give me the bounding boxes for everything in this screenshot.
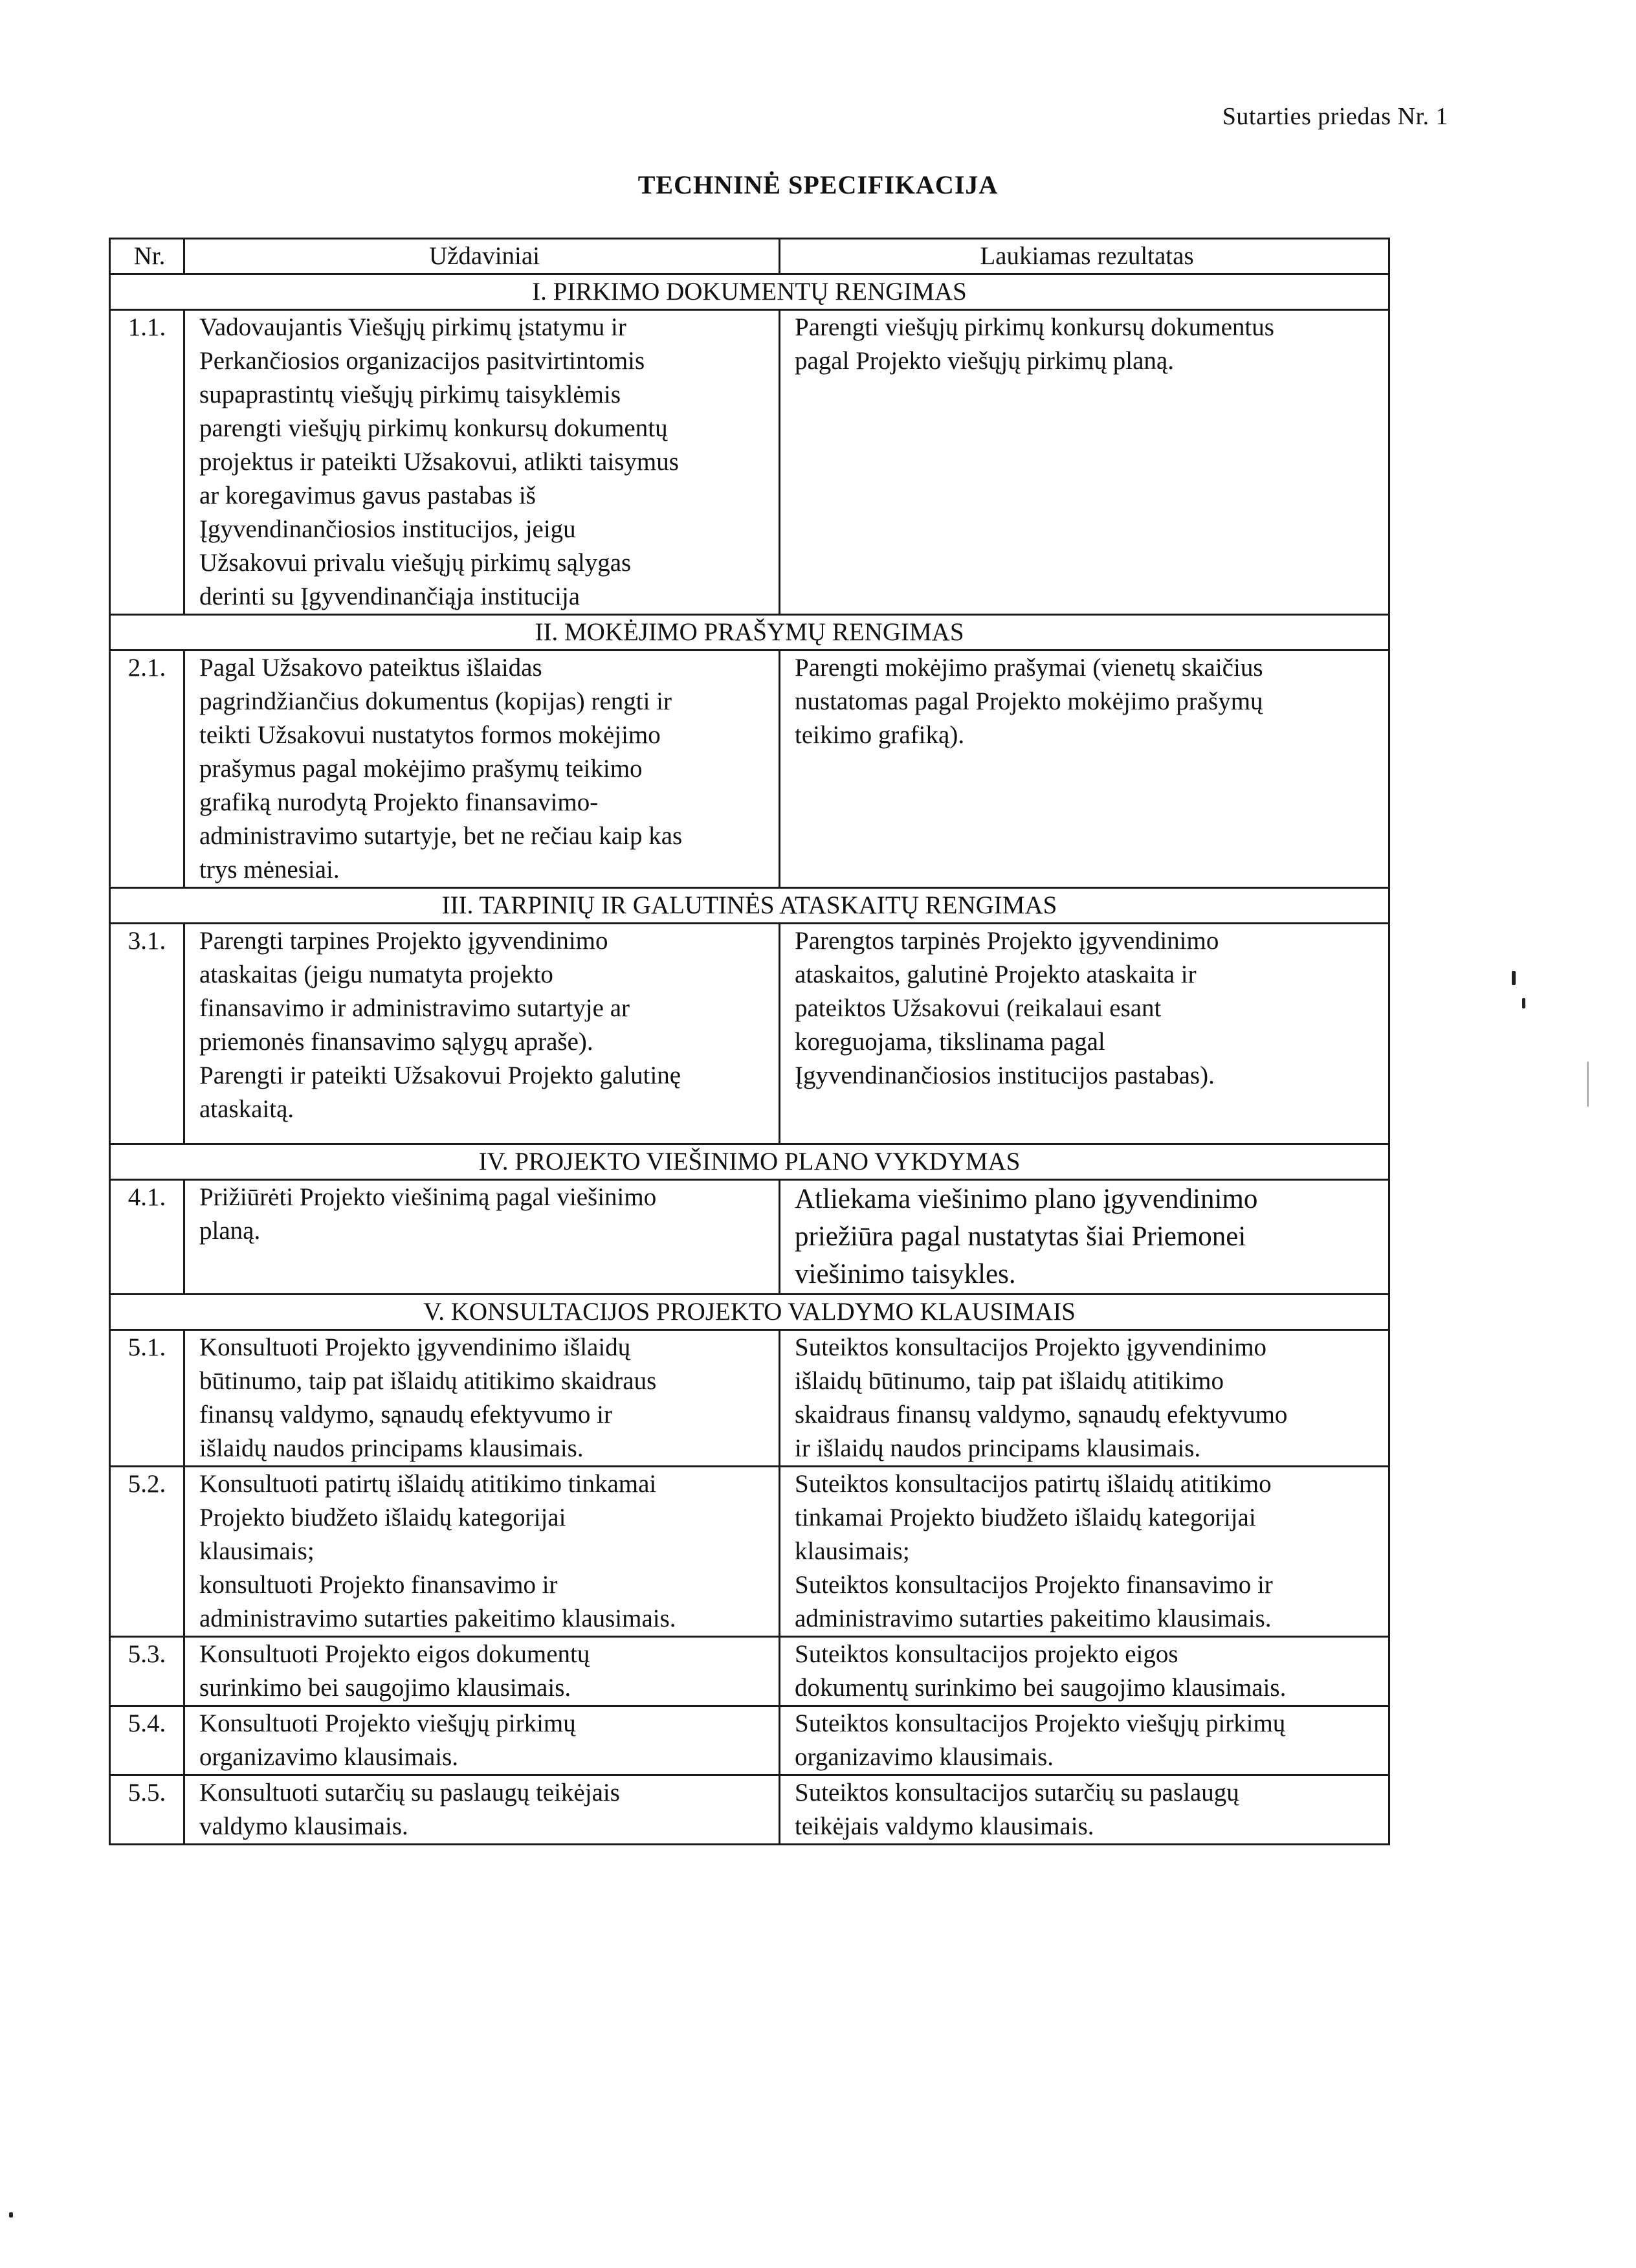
row-number: 5.2. bbox=[110, 1467, 184, 1637]
row-number: 5.4. bbox=[110, 1706, 184, 1775]
task-cell: Vadovaujantis Viešųjų pirkimų įstatymu ir Perkančiosios organizacijos pasitvirtintomis supaprastintų viešųjų pirkimų taisyklėmis parengti viešųjų pirkimų konkursų dokumentų projektus ir pateikti Užsakovui, atlikti taisymus ar koregavimus gavus pastabas iš Įgyvendinančiosios institucijos, jeigu Užsakovui privalu viešųjų pirkimų sąlygas derinti su Įgyvendinančiąja institucija bbox=[184, 310, 780, 615]
row-number: 3.1. bbox=[110, 924, 184, 1144]
table-row bbox=[110, 1180, 1389, 1295]
scan-speck bbox=[1522, 998, 1525, 1008]
section-title: III. TARPINIŲ IR GALUTINĖS ATASKAITŲ RENGIMAS bbox=[110, 888, 1389, 924]
section-title: I. PIRKIMO DOKUMENTŲ RENGIMAS bbox=[110, 274, 1389, 310]
task-cell: Pagal Užsakovo pateiktus išlaidas pagrindžiančius dokumentus (kopijas) rengti ir teikti Užsakovui nustatytos formos mokėjimo prašymus pagal mokėjimo prašymų teikimo grafiką nurodytą Projekto finansavimo- administravimo sutartyje, bet ne rečiau kaip kas trys mėnesiai. bbox=[184, 650, 780, 888]
result-cell: Parengti viešųjų pirkimų konkursų dokumentus pagal Projekto viešųjų pirkimų planą. bbox=[780, 310, 1389, 615]
annex-label: Sutarties priedas Nr. 1 bbox=[1222, 103, 1448, 130]
task-cell: Konsultuoti patirtų išlaidų atitikimo tinkamai Projekto biudžeto išlaidų kategorijai klausimais; konsultuoti Projekto finansavimo ir administravimo sutarties pakeitimo klausimais. bbox=[184, 1467, 780, 1637]
result-cell: Suteiktos konsultacijos Projekto viešųjų pirkimų organizavimo klausimais. bbox=[780, 1706, 1389, 1775]
result-cell: Suteiktos konsultacijos projekto eigos dokumentų surinkimo bei saugojimo klausimais. bbox=[780, 1637, 1389, 1706]
column-header-result: Laukiamas rezultatas bbox=[780, 239, 1389, 274]
task-cell: Prižiūrėti Projekto viešinimą pagal viešinimo planą. bbox=[184, 1180, 780, 1295]
specification-table bbox=[109, 238, 1390, 1845]
column-header-nr: Nr. bbox=[110, 239, 184, 274]
row-number: 5.1. bbox=[110, 1330, 184, 1467]
result-cell: Parengtos tarpinės Projekto įgyvendinimo ataskaitos, galutinė Projekto ataskaita ir pateiktos Užsakovui (reikalaui esant koreguojama, tikslinama pagal Įgyvendinančiosios institucijos pastabas). bbox=[780, 924, 1389, 1144]
section-title: II. MOKĖJIMO PRAŠYMŲ RENGIMAS bbox=[110, 615, 1389, 650]
result-cell: Parengti mokėjimo prašymai (vienetų skaičius nustatomas pagal Projekto mokėjimo prašymų teikimo grafiką). bbox=[780, 650, 1389, 888]
scan-speck bbox=[1512, 971, 1516, 985]
scan-speck bbox=[9, 2212, 13, 2218]
scan-speck bbox=[1587, 1062, 1589, 1107]
table-header-row bbox=[110, 239, 1389, 274]
task-cell: Konsultuoti Projekto įgyvendinimo išlaidų būtinumo, taip pat išlaidų atitikimo skaidraus finansų valdymo, sąnaudų efektyvumo ir išlaidų naudos principams klausimais. bbox=[184, 1330, 780, 1467]
row-number: 5.5. bbox=[110, 1775, 184, 1845]
section-row bbox=[110, 888, 1389, 924]
row-number: 4.1. bbox=[110, 1180, 184, 1295]
row-number: 1.1. bbox=[110, 310, 184, 615]
section-title: V. KONSULTACIJOS PROJEKTO VALDYMO KLAUSIMAIS bbox=[110, 1295, 1389, 1330]
result-cell: Suteiktos konsultacijos patirtų išlaidų atitikimo tinkamai Projekto biudžeto išlaidų kategorijai klausimais; Suteiktos konsultacijos Projekto finansavimo ir administravimo sutarties pakeitimo klausimais. bbox=[780, 1467, 1389, 1637]
table-row bbox=[110, 1637, 1389, 1706]
task-cell: Konsultuoti sutarčių su paslaugų teikėjais valdymo klausimais. bbox=[184, 1775, 780, 1845]
section-row bbox=[110, 274, 1389, 310]
table-row bbox=[110, 924, 1389, 1144]
task-cell: Parengti tarpines Projekto įgyvendinimo ataskaitas (jeigu numatyta projekto finansavimo ir administravimo sutartyje ar priemonės finansavimo sąlygų apraše). Parengti ir pateikti Užsakovui Projekto galutinę ataskaitą. bbox=[184, 924, 780, 1144]
table-row bbox=[110, 650, 1389, 888]
result-cell: Atliekama viešinimo plano įgyvendinimo priežiūra pagal nustatytas šiai Priemonei viešinimo taisykles. bbox=[780, 1180, 1389, 1295]
table-row bbox=[110, 1467, 1389, 1637]
section-row bbox=[110, 1295, 1389, 1330]
task-cell: Konsultuoti Projekto eigos dokumentų surinkimo bei saugojimo klausimais. bbox=[184, 1637, 780, 1706]
section-row bbox=[110, 1144, 1389, 1180]
table-row bbox=[110, 1330, 1389, 1467]
row-number: 2.1. bbox=[110, 650, 184, 888]
result-cell: Suteiktos konsultacijos Projekto įgyvendinimo išlaidų būtinumo, taip pat išlaidų atitikimo skaidraus finansų valdymo, sąnaudų efektyvumo ir išlaidų naudos principams klausimais. bbox=[780, 1330, 1389, 1467]
row-number: 5.3. bbox=[110, 1637, 184, 1706]
table-row bbox=[110, 1706, 1389, 1775]
section-row bbox=[110, 615, 1389, 650]
column-header-tasks: Uždaviniai bbox=[184, 239, 780, 274]
table-row bbox=[110, 310, 1389, 615]
table-row bbox=[110, 1775, 1389, 1845]
result-cell: Suteiktos konsultacijos sutarčių su paslaugų teikėjais valdymo klausimais. bbox=[780, 1775, 1389, 1845]
task-cell: Konsultuoti Projekto viešųjų pirkimų organizavimo klausimais. bbox=[184, 1706, 780, 1775]
document-title: TECHNINĖ SPECIFIKACIJA bbox=[637, 170, 999, 199]
section-title: IV. PROJEKTO VIEŠINIMO PLANO VYKDYMAS bbox=[110, 1144, 1389, 1180]
